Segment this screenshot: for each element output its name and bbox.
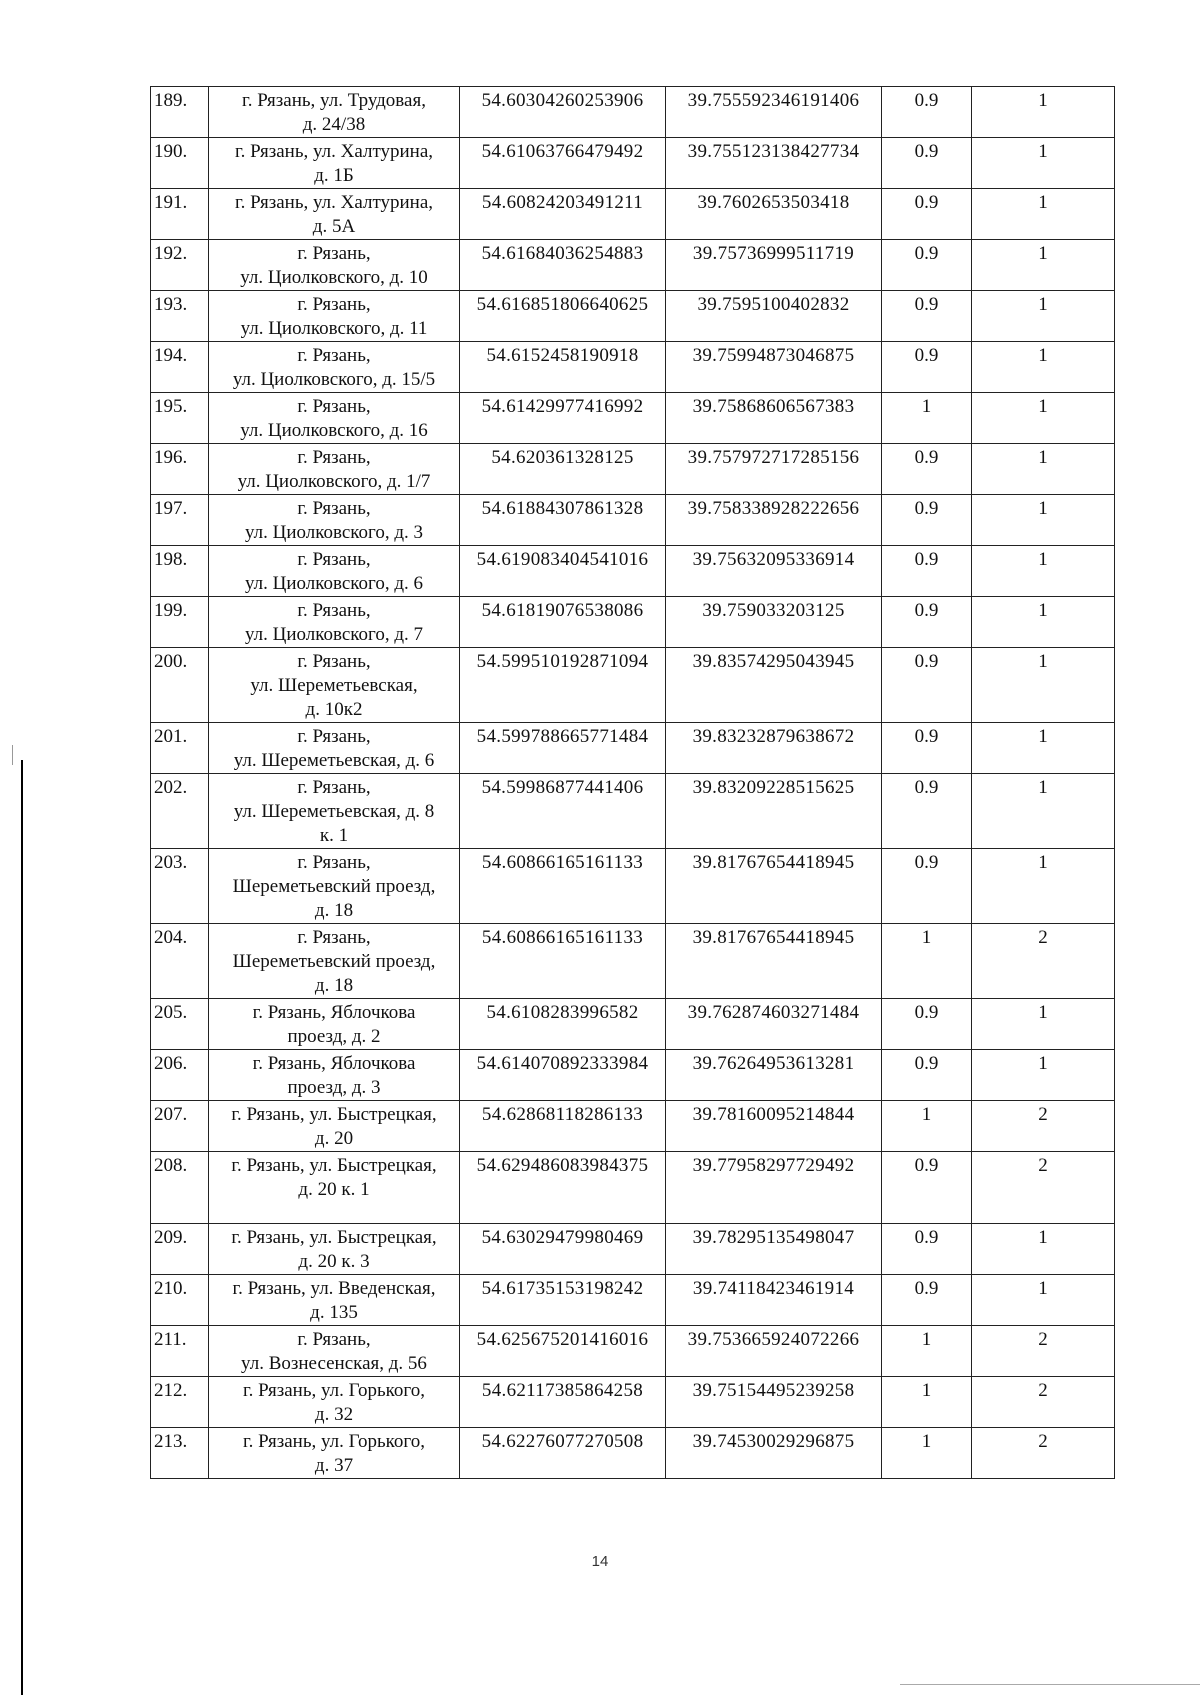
longitude-cell: 39.755592346191406 [666,87,882,138]
latitude-cell: 54.6108283996582 [460,999,666,1050]
table-row [151,342,1115,393]
row-number: 190. [151,138,209,189]
address-cell: г. Рязань, ул. Быстрецкая, д. 20 к. 1 [209,1152,460,1224]
longitude-cell: 39.7602653503418 [666,189,882,240]
table-row [151,924,1115,999]
row-number: 207. [151,1101,209,1152]
scan-edge-mark [12,745,13,765]
row-number: 208. [151,1152,209,1224]
count-cell: 1 [972,723,1115,774]
count-cell: 1 [972,138,1115,189]
count-cell: 2 [972,1101,1115,1152]
row-number: 199. [151,597,209,648]
address-cell: г. Рязань, Шереметьевский проезд, д. 18 [209,849,460,924]
row-number: 189. [151,87,209,138]
coefficient-cell: 1 [882,924,972,999]
latitude-cell: 54.62117385864258 [460,1377,666,1428]
table-row [151,495,1115,546]
address-cell: г. Рязань, ул. Халтурина, д. 1Б [209,138,460,189]
latitude-cell: 54.61735153198242 [460,1275,666,1326]
longitude-cell: 39.758338928222656 [666,495,882,546]
latitude-cell: 54.619083404541016 [460,546,666,597]
longitude-cell: 39.81767654418945 [666,924,882,999]
row-number: 192. [151,240,209,291]
count-cell: 2 [972,1428,1115,1479]
address-cell: г. Рязань, ул. Циолковского, д. 7 [209,597,460,648]
count-cell: 1 [972,546,1115,597]
count-cell: 1 [972,648,1115,723]
latitude-cell: 54.60866165161133 [460,924,666,999]
row-number: 195. [151,393,209,444]
table-row [151,648,1115,723]
table-row [151,999,1115,1050]
count-cell: 1 [972,444,1115,495]
coefficient-cell: 1 [882,1428,972,1479]
row-number: 205. [151,999,209,1050]
longitude-cell: 39.83574295043945 [666,648,882,723]
address-cell: г. Рязань, Яблочкова проезд, д. 2 [209,999,460,1050]
address-cell: г. Рязань, ул. Циолковского, д. 10 [209,240,460,291]
row-number: 206. [151,1050,209,1101]
latitude-cell: 54.60304260253906 [460,87,666,138]
coefficient-cell: 1 [882,1326,972,1377]
table-row [151,393,1115,444]
table-row [151,1275,1115,1326]
longitude-cell: 39.753665924072266 [666,1326,882,1377]
latitude-cell: 54.61063766479492 [460,138,666,189]
count-cell: 1 [972,495,1115,546]
table-body [151,87,1115,1479]
count-cell: 1 [972,393,1115,444]
row-number: 202. [151,774,209,849]
coefficient-cell: 0.9 [882,1050,972,1101]
longitude-cell: 39.75736999511719 [666,240,882,291]
address-cell: г. Рязань, ул. Циолковского, д. 15/5 [209,342,460,393]
count-cell: 1 [972,291,1115,342]
coefficient-cell: 0.9 [882,597,972,648]
address-cell: г. Рязань, ул. Циолковского, д. 11 [209,291,460,342]
coefficient-cell: 0.9 [882,1152,972,1224]
count-cell: 1 [972,1224,1115,1275]
coefficient-cell: 1 [882,1101,972,1152]
coefficient-cell: 0.9 [882,999,972,1050]
count-cell: 1 [972,240,1115,291]
table-row [151,189,1115,240]
longitude-cell: 39.74118423461914 [666,1275,882,1326]
row-number: 196. [151,444,209,495]
count-cell: 1 [972,774,1115,849]
table-row [151,291,1115,342]
table-row [151,849,1115,924]
table-row [151,138,1115,189]
table-row [151,1152,1115,1224]
longitude-cell: 39.78160095214844 [666,1101,882,1152]
count-cell: 2 [972,1326,1115,1377]
coefficient-cell: 0.9 [882,138,972,189]
coefficient-cell: 0.9 [882,1275,972,1326]
address-cell: г. Рязань, ул. Введенская, д. 135 [209,1275,460,1326]
row-number: 209. [151,1224,209,1275]
scan-bottom-line [900,1684,1200,1685]
longitude-cell: 39.75868606567383 [666,393,882,444]
row-number: 191. [151,189,209,240]
table-row [151,444,1115,495]
longitude-cell: 39.7595100402832 [666,291,882,342]
longitude-cell: 39.76264953613281 [666,1050,882,1101]
latitude-cell: 54.61819076538086 [460,597,666,648]
latitude-cell: 54.61684036254883 [460,240,666,291]
table-row [151,87,1115,138]
address-cell: г. Рязань, ул. Быстрецкая, д. 20 [209,1101,460,1152]
longitude-cell: 39.83209228515625 [666,774,882,849]
count-cell: 1 [972,342,1115,393]
latitude-cell: 54.61429977416992 [460,393,666,444]
longitude-cell: 39.759033203125 [666,597,882,648]
coefficient-cell: 0.9 [882,1224,972,1275]
coefficient-cell: 0.9 [882,87,972,138]
row-number: 211. [151,1326,209,1377]
coefficient-cell: 0.9 [882,723,972,774]
count-cell: 2 [972,1152,1115,1224]
coefficient-cell: 0.9 [882,189,972,240]
table-row [151,1224,1115,1275]
address-cell: г. Рязань, ул. Горького, д. 32 [209,1377,460,1428]
row-number: 213. [151,1428,209,1479]
table-row [151,240,1115,291]
address-cell: г. Рязань, ул. Шереметьевская, д. 6 [209,723,460,774]
address-cell: г. Рязань, ул. Циолковского, д. 16 [209,393,460,444]
coefficient-cell: 0.9 [882,240,972,291]
coefficient-cell: 1 [882,393,972,444]
page-number: 14 [591,1553,609,1570]
longitude-cell: 39.81767654418945 [666,849,882,924]
longitude-cell: 39.762874603271484 [666,999,882,1050]
latitude-cell: 54.62868118286133 [460,1101,666,1152]
longitude-cell: 39.77958297729492 [666,1152,882,1224]
table-row [151,1428,1115,1479]
longitude-cell: 39.75154495239258 [666,1377,882,1428]
latitude-cell: 54.629486083984375 [460,1152,666,1224]
row-number: 212. [151,1377,209,1428]
coefficient-cell: 0.9 [882,495,972,546]
count-cell: 1 [972,1275,1115,1326]
coefficient-cell: 0.9 [882,342,972,393]
longitude-cell: 39.83232879638672 [666,723,882,774]
count-cell: 1 [972,1050,1115,1101]
latitude-cell: 54.60866165161133 [460,849,666,924]
coefficient-cell: 0.9 [882,444,972,495]
address-cell: г. Рязань, Шереметьевский проезд, д. 18 [209,924,460,999]
longitude-cell: 39.757972717285156 [666,444,882,495]
table-row [151,723,1115,774]
coefficient-cell: 0.9 [882,849,972,924]
longitude-cell: 39.755123138427734 [666,138,882,189]
latitude-cell: 54.614070892333984 [460,1050,666,1101]
address-coordinates-table [150,86,1115,1479]
coefficient-cell: 0.9 [882,291,972,342]
table-row [151,1326,1115,1377]
latitude-cell: 54.60824203491211 [460,189,666,240]
address-cell: г. Рязань, ул. Трудовая, д. 24/38 [209,87,460,138]
latitude-cell: 54.62276077270508 [460,1428,666,1479]
count-cell: 1 [972,597,1115,648]
longitude-cell: 39.74530029296875 [666,1428,882,1479]
longitude-cell: 39.75632095336914 [666,546,882,597]
row-number: 203. [151,849,209,924]
address-cell: г. Рязань, ул. Вознесенская, д. 56 [209,1326,460,1377]
row-number: 204. [151,924,209,999]
latitude-cell: 54.59986877441406 [460,774,666,849]
count-cell: 2 [972,1377,1115,1428]
address-cell: г. Рязань, ул. Шереметьевская, д. 8 к. 1 [209,774,460,849]
address-cell: г. Рязань, ул. Циолковского, д. 1/7 [209,444,460,495]
latitude-cell: 54.616851806640625 [460,291,666,342]
latitude-cell: 54.6152458190918 [460,342,666,393]
coefficient-cell: 0.9 [882,774,972,849]
table-row [151,1050,1115,1101]
row-number: 201. [151,723,209,774]
count-cell: 1 [972,999,1115,1050]
table-row [151,1101,1115,1152]
coefficient-cell: 0.9 [882,546,972,597]
address-cell: г. Рязань, ул. Шереметьевская, д. 10к2 [209,648,460,723]
table-row [151,774,1115,849]
row-number: 197. [151,495,209,546]
row-number: 210. [151,1275,209,1326]
count-cell: 2 [972,924,1115,999]
coefficient-cell: 0.9 [882,648,972,723]
latitude-cell: 54.620361328125 [460,444,666,495]
count-cell: 1 [972,189,1115,240]
table-row [151,597,1115,648]
table-row [151,1377,1115,1428]
address-cell: г. Рязань, ул. Горького, д. 37 [209,1428,460,1479]
address-cell: г. Рязань, ул. Циолковского, д. 3 [209,495,460,546]
address-cell: г. Рязань, ул. Быстрецкая, д. 20 к. 3 [209,1224,460,1275]
row-number: 194. [151,342,209,393]
coefficient-cell: 1 [882,1377,972,1428]
latitude-cell: 54.599510192871094 [460,648,666,723]
latitude-cell: 54.63029479980469 [460,1224,666,1275]
count-cell: 1 [972,87,1115,138]
address-cell: г. Рязань, ул. Халтурина, д. 5А [209,189,460,240]
count-cell: 1 [972,849,1115,924]
row-number: 193. [151,291,209,342]
longitude-cell: 39.78295135498047 [666,1224,882,1275]
latitude-cell: 54.599788665771484 [460,723,666,774]
latitude-cell: 54.625675201416016 [460,1326,666,1377]
row-number: 200. [151,648,209,723]
table-row [151,546,1115,597]
address-cell: г. Рязань, ул. Циолковского, д. 6 [209,546,460,597]
latitude-cell: 54.61884307861328 [460,495,666,546]
longitude-cell: 39.75994873046875 [666,342,882,393]
address-cell: г. Рязань, Яблочкова проезд, д. 3 [209,1050,460,1101]
row-number: 198. [151,546,209,597]
